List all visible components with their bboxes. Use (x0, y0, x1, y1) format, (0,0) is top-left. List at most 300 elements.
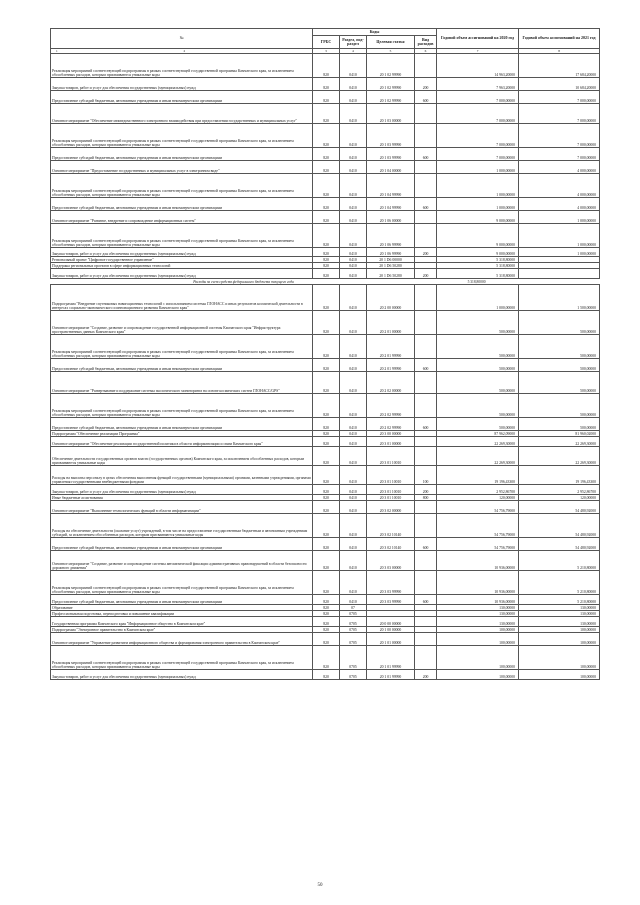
expense-type-code: 200 (415, 248, 437, 257)
razdel-code: 0410 (340, 148, 367, 161)
amount-2020: 7 000,00000 (437, 148, 519, 161)
amount-2020: 1 000,00000 (437, 198, 519, 211)
amount-2020: 130,00000 (437, 611, 519, 617)
razdel-code: 0410 (340, 431, 367, 437)
amount-2021: 130,00000 (519, 611, 600, 617)
amount-2020: 500,00000 (437, 335, 519, 359)
table-row (51, 91, 600, 104)
item-name: Предоставление субсидий бюджетным, автономным учреждениям и иным некоммерческим организациям (51, 359, 313, 372)
table-row (51, 646, 600, 670)
item-name: Закупка товаров, работ и услуг для обеспечения государственных (муниципальных) нужд (51, 269, 313, 279)
target-article-code: 20 3 02 10140 (367, 514, 415, 538)
table-row (51, 104, 600, 124)
amount-2021: 5 210,80000 (519, 571, 600, 595)
amount-2021: 5 210,80000 (519, 551, 600, 571)
grbs-code: 820 (313, 538, 340, 551)
grbs-code: 820 (313, 257, 340, 263)
table-row (51, 269, 600, 279)
item-name: Предоставление субсидий бюджетным, автономным учреждениям и иным некоммерческим организациям (51, 148, 313, 161)
expense-type-code: 200 (415, 269, 437, 279)
amount-2021: 100,00000 (519, 627, 600, 633)
grbs-code: 820 (313, 627, 340, 633)
amount-2021: 500,00000 (519, 394, 600, 418)
table-row (51, 437, 600, 447)
grbs-code: 820 (313, 466, 340, 485)
target-article-code: 20 3 01 10010 (367, 495, 415, 501)
amount-2020: 7 963,20000 (437, 78, 519, 91)
amount-2020: 54 756,79000 (437, 501, 519, 514)
grbs-code: 820 (313, 571, 340, 595)
razdel-code: 0410 (340, 447, 367, 466)
table-row (51, 617, 600, 627)
amount-2020: 9 000,00000 (437, 211, 519, 224)
table-row (51, 372, 600, 394)
razdel-code: 0705 (340, 633, 367, 646)
target-article-code: 20 3 00 00000 (367, 431, 415, 437)
razdel-code: 0410 (340, 418, 367, 431)
item-name: Реализация мероприятий соответствующей подпрограммы в рамках соответствующей государственной программы Камчатского края, за исключением обособленных расходов, которым присваиваются уникальные коды (51, 124, 313, 148)
budget-table (50, 28, 600, 680)
item-name: Подпрограмма "Внедрение спутниковых навигационных технологий с использованием системы ГЛОНАСС и иных результатов космической деятельности в интересах социально-экономического и инновационного развития Камчатского края" (51, 285, 313, 311)
amount-2021: 500,00000 (519, 359, 600, 372)
target-article-code: 20 3 01 10010 (367, 447, 415, 466)
table-row (51, 485, 600, 495)
amount-2021: 100,00000 (519, 670, 600, 680)
amount-2021: 500,00000 (519, 418, 600, 431)
table-row (51, 447, 600, 466)
razdel-code: 0410 (340, 538, 367, 551)
target-article-code: 20 1 03 99990 (367, 124, 415, 148)
amount-2020: 7 000,00000 (437, 91, 519, 104)
table-row (51, 211, 600, 224)
amount-2021: 54 480,92000 (519, 501, 600, 514)
expense-type-code (415, 617, 437, 627)
item-name: Реализация мероприятий соответствующей подпрограммы в рамках соответствующей государственной программы Камчатского края, за исключением обособленных расходов, которым присваиваются уникальные коды (51, 571, 313, 595)
amount-2021: 500,00000 (519, 335, 600, 359)
item-name: Реализация мероприятий соответствующей подпрограммы в рамках соответствующей государственной программы Камчатского края, за исключением обособленных расходов, которым присваиваются уникальные коды (51, 394, 313, 418)
target-article-code: 20 1 02 99990 (367, 78, 415, 91)
razdel-code: 0705 (340, 670, 367, 680)
amount-2020: 100,00000 (437, 646, 519, 670)
amount-2021: 54 480,92000 (519, 538, 600, 551)
table-row (51, 538, 600, 551)
target-article-code: 20 1 D6 00000 (367, 257, 415, 263)
amount-2020: 5 318,80000 (437, 269, 519, 279)
razdel-code: 0410 (340, 595, 367, 605)
amount-2021: 500,00000 (519, 372, 600, 394)
expense-type-code: 600 (415, 148, 437, 161)
amount-2020: 500,00000 (437, 418, 519, 431)
expense-type-code (415, 394, 437, 418)
grbs-code: 820 (313, 285, 340, 311)
razdel-code: 0410 (340, 104, 367, 124)
expense-type-code (415, 437, 437, 447)
razdel-code: 0705 (340, 611, 367, 617)
target-article-code: 20 1 00 00000 (367, 627, 415, 633)
target-article-code: 20 1 04 99990 (367, 198, 415, 211)
grbs-code: 820 (313, 161, 340, 174)
expense-type-code: 600 (415, 595, 437, 605)
expense-type-code (415, 447, 437, 466)
column-number-6: 6 (415, 49, 437, 54)
amount-2020: 130,00000 (437, 605, 519, 611)
item-name: Основное мероприятие "Развитие, внедрение и сопровождение информационных систем" (51, 211, 313, 224)
grbs-code: 820 (313, 104, 340, 124)
target-article-code: 20 2 02 00000 (367, 372, 415, 394)
item-name: Поддержка региональных проектов в сфере информационных технологий (51, 263, 313, 269)
item-name: Основное мероприятие "Создание, развитие и сопровождение государственной информационной системы Камчатского края "Инфраструктура пространственных данных Камчатского края" (51, 311, 313, 335)
razdel-code: 0410 (340, 551, 367, 571)
razdel-code: 0410 (340, 161, 367, 174)
amount-2020: 100,00000 (437, 633, 519, 646)
amount-2021: 17 684,20000 (519, 54, 600, 78)
amount-2020: 9 000,00000 (437, 248, 519, 257)
amount-2021: 100,00000 (519, 633, 600, 646)
expense-type-code: 100 (415, 466, 437, 485)
grbs-code: 820 (313, 514, 340, 538)
amount-2021: 81 960,02000 (519, 431, 600, 437)
expense-type-code: 600 (415, 198, 437, 211)
razdel-code: 0410 (340, 514, 367, 538)
amount-2020: 1 000,00000 (437, 174, 519, 198)
amount-2021: 130,00000 (519, 617, 600, 627)
expense-type-code: 600 (415, 91, 437, 104)
razdel-code: 0410 (340, 571, 367, 595)
table-row (51, 335, 600, 359)
target-article-code: 20 3 01 00000 (367, 437, 415, 447)
amount-2020: 22 269,30000 (437, 447, 519, 466)
table-row (51, 124, 600, 148)
item-name: Основное мероприятие "Развертывание и поддержание системы экологического мониторинга на основе космических систем ГЛОНАСС/GPS" (51, 372, 313, 394)
header-grbs: ГРБС (313, 36, 340, 49)
grbs-code: 820 (313, 394, 340, 418)
table-row (51, 54, 600, 78)
amount-2020: 500,00000 (437, 372, 519, 394)
grbs-code: 820 (313, 495, 340, 501)
item-name: Реализация мероприятий соответствующей подпрограммы в рамках соответствующей государственной программы Камчатского края, за исключением обособленных расходов, которым присваиваются уникальные коды (51, 54, 313, 78)
target-article-code: 20 1 D6 50280 (367, 269, 415, 279)
amount-2021: 120,00000 (519, 495, 600, 501)
amount-2020: 1 000,00000 (437, 285, 519, 311)
amount-2020: 500,00000 (437, 394, 519, 418)
expense-type-code (415, 211, 437, 224)
item-name: Расходы на обеспечение деятельности (оказание услуг) учреждений, в том числе на предоставление государственным бюджетным и автономным учреждениям субсидий, за исключением обособленных расходов, которым присваиваются уникальные коды (51, 514, 313, 538)
target-article-code: 20 1 03 00000 (367, 104, 415, 124)
header-vid-raskhodov: Вид расходов (415, 36, 437, 49)
grbs-code: 820 (313, 418, 340, 431)
item-name: Основное мероприятие "Создание, развитие и сопровождение системы автоматической фиксации административных правонарушений в области безопасности дорожного движения" (51, 551, 313, 571)
razdel-code: 0410 (340, 495, 367, 501)
expense-type-code (415, 124, 437, 148)
expense-type-code (415, 633, 437, 646)
item-name: Основное мероприятие "Обеспечение межведомственного электронного взаимодействия при предоставлении государственных и муниципальных услуг" (51, 104, 313, 124)
table-row (51, 174, 600, 198)
item-name: Расходы на выплаты персоналу в целях обеспечения выполнения функций государственными (муниципальными) органами, казенными учреждениями, органами управления государственными внебюджетными фондами (51, 466, 313, 485)
federal-budget-note: Расходы за счет средств федерального бюджета текущего года (193, 279, 294, 284)
column-number-3: 3 (313, 49, 340, 54)
razdel-code: 0410 (340, 198, 367, 211)
expense-type-code (415, 646, 437, 670)
amount-2020: 100,00000 (437, 670, 519, 680)
target-article-code: 20 1 01 99990 (367, 646, 415, 670)
target-article-code: 20 3 02 10140 (367, 538, 415, 551)
amount-2020: 5 318,80000 (467, 279, 486, 284)
amount-2020: 54 756,79000 (437, 538, 519, 551)
target-article-code: 20 2 00 00000 (367, 285, 415, 311)
amount-2020: 19 196,43300 (437, 466, 519, 485)
item-name: Закупка товаров, работ и услуг для обеспечения государственных (муниципальных) нужд (51, 78, 313, 91)
razdel-code: 0410 (340, 372, 367, 394)
target-article-code: 20 2 01 00000 (367, 311, 415, 335)
grbs-code: 820 (313, 124, 340, 148)
item-name: Региональный проект "Цифровое государственное управление" (51, 257, 313, 263)
target-article-code: 20 2 01 99990 (367, 359, 415, 372)
amount-2021: 1 000,00000 (519, 211, 600, 224)
razdel-code: 0410 (340, 437, 367, 447)
item-name: Основное мероприятие "Предоставление государственных и муниципальных услуг в электронном виде" (51, 161, 313, 174)
grbs-code: 820 (313, 54, 340, 78)
target-article-code: 20 1 03 99990 (367, 148, 415, 161)
razdel-code: 0410 (340, 311, 367, 335)
amount-2021: 10 684,20000 (519, 78, 600, 91)
item-name: Профессиональная подготовка, переподготовка и повышение квалификации (51, 611, 313, 617)
amount-2021: 22 269,30000 (519, 447, 600, 466)
item-name: Закупка товаров, работ и услуг для обеспечения государственных (муниципальных) нужд (51, 248, 313, 257)
table-row (51, 571, 600, 595)
razdel-code: 0410 (340, 257, 367, 263)
target-article-code: 20 2 02 99990 (367, 394, 415, 418)
item-name: Закупка товаров, работ и услуг для обеспечения государственных (муниципальных) нужд (51, 485, 313, 495)
target-article-code: 20 2 02 99990 (367, 418, 415, 431)
expense-type-code (415, 224, 437, 248)
grbs-code: 820 (313, 633, 340, 646)
amount-2021: 500,00000 (519, 311, 600, 335)
header-year-2021: Годовой объем ассигнований на 2021 год (519, 29, 600, 49)
grbs-code: 820 (313, 148, 340, 161)
target-article-code: 20 1 04 00000 (367, 161, 415, 174)
table-row (51, 551, 600, 571)
amount-2020: 7 000,00000 (437, 104, 519, 124)
target-article-code: 20 1 02 99990 (367, 91, 415, 104)
item-name: Предоставление субсидий бюджетным, автономным учреждениям и иным некоммерческим организациям (51, 595, 313, 605)
table-body (51, 54, 600, 680)
table-row (51, 633, 600, 646)
table-row (51, 148, 600, 161)
amount-2020: 2 952,86700 (437, 485, 519, 495)
expense-type-code (415, 551, 437, 571)
column-number-8: 8 (519, 49, 600, 54)
razdel-code: 0410 (340, 269, 367, 279)
target-article-code: 20 0 00 00000 (367, 617, 415, 627)
amount-2020: 7 000,00000 (437, 124, 519, 148)
item-name: Основное мероприятие "Управление развитием информационного общества и формирования электронного правительства в Камчатском крае" (51, 633, 313, 646)
expense-type-code (415, 372, 437, 394)
target-article-code: 20 1 02 99990 (367, 54, 415, 78)
razdel-code: 0410 (340, 211, 367, 224)
expense-type-code: 600 (415, 538, 437, 551)
column-number-5: 5 (367, 49, 415, 54)
amount-2021: 7 000,00000 (519, 104, 600, 124)
grbs-code: 820 (313, 447, 340, 466)
amount-2021: 130,00000 (519, 605, 600, 611)
table-row (51, 670, 600, 680)
razdel-code: 0410 (340, 285, 367, 311)
grbs-code: 820 (313, 335, 340, 359)
table-row (51, 501, 600, 514)
expense-type-code: 600 (415, 418, 437, 431)
amount-2020: 10 936,00000 (437, 571, 519, 595)
item-name: Подпрограмма "Электронное правительство в Камчатском крае" (51, 627, 313, 633)
table-row (51, 466, 600, 485)
grbs-code: 820 (313, 248, 340, 257)
table-row (51, 418, 600, 431)
target-article-code: 20 3 03 99990 (367, 571, 415, 595)
grbs-code: 820 (313, 605, 340, 611)
razdel-code: 0410 (340, 501, 367, 514)
grbs-code: 820 (313, 437, 340, 447)
expense-type-code (415, 54, 437, 78)
grbs-code: 820 (313, 174, 340, 198)
amount-2021: 7 000,00000 (519, 124, 600, 148)
expense-type-code (415, 514, 437, 538)
expense-type-code: 600 (415, 359, 437, 372)
grbs-code: 820 (313, 372, 340, 394)
razdel-code: 0705 (340, 646, 367, 670)
expense-type-code: 200 (415, 485, 437, 495)
item-name: Основное мероприятие "Обеспечение реализации государственной политики в области информатизации и связи Камчатского края" (51, 437, 313, 447)
grbs-code: 820 (313, 670, 340, 680)
grbs-code: 820 (313, 91, 340, 104)
amount-2020: 9 000,00000 (437, 224, 519, 248)
grbs-code: 820 (313, 595, 340, 605)
item-name: Образование (51, 605, 313, 611)
razdel-code: 0410 (340, 124, 367, 148)
item-name: Иные бюджетные ассигнования (51, 495, 313, 501)
amount-2021: 100,00000 (519, 646, 600, 670)
table-row (51, 595, 600, 605)
column-number-2: 2 (183, 49, 186, 53)
amount-2021: 4 000,00000 (519, 198, 600, 211)
table-row (51, 359, 600, 372)
expense-type-code (415, 161, 437, 174)
table-row (51, 311, 600, 335)
item-name: Предоставление субсидий бюджетным, автономным учреждениям и иным некоммерческим организациям (51, 91, 313, 104)
grbs-code: 820 (313, 78, 340, 91)
grbs-code: 820 (313, 224, 340, 248)
grbs-code: 820 (313, 311, 340, 335)
expense-type-code: 800 (415, 495, 437, 501)
razdel-code: 0410 (340, 263, 367, 269)
amount-2020: 22 269,30000 (437, 437, 519, 447)
amount-2020: 500,00000 (437, 359, 519, 372)
razdel-code: 07 (340, 605, 367, 611)
target-article-code: 20 3 03 99990 (367, 595, 415, 605)
razdel-code: 0410 (340, 54, 367, 78)
grbs-code: 820 (313, 359, 340, 372)
amount-2021: 4 000,00000 (519, 174, 600, 198)
amount-2021: 54 480,92000 (519, 514, 600, 538)
page-number: 50 (317, 883, 323, 888)
amount-2021: 7 000,00000 (519, 91, 600, 104)
amount-2021: 1 000,00000 (519, 224, 600, 248)
grbs-code: 820 (313, 211, 340, 224)
expense-type-code: 200 (415, 670, 437, 680)
target-article-code: 20 1 01 00000 (367, 633, 415, 646)
column-number-1: 1 (56, 49, 58, 53)
target-article-code: 20 1 04 99990 (367, 174, 415, 198)
column-number-7: 7 (437, 49, 519, 54)
amount-2020: 1 000,00000 (437, 161, 519, 174)
grbs-code: 820 (313, 263, 340, 269)
amount-2020: 54 756,79000 (437, 514, 519, 538)
grbs-code: 820 (313, 617, 340, 627)
razdel-code: 0410 (340, 91, 367, 104)
table-row (51, 78, 600, 91)
column-number-4: 4 (340, 49, 367, 54)
razdel-code: 0410 (340, 335, 367, 359)
amount-2020: 14 963,20000 (437, 54, 519, 78)
grbs-code: 820 (313, 501, 340, 514)
amount-2021: 7 000,00000 (519, 148, 600, 161)
razdel-code: 0410 (340, 78, 367, 91)
header-tselevaya-statya: Целевая статья (367, 36, 415, 49)
item-name: Предоставление субсидий бюджетным, автономным учреждениям и иным некоммерческим организациям (51, 418, 313, 431)
razdel-code: 0705 (340, 617, 367, 627)
amount-2020: 120,00000 (437, 495, 519, 501)
amount-2021: 2 952,86700 (519, 485, 600, 495)
table-row (51, 285, 600, 311)
amount-2021: 1 000,00000 (519, 248, 600, 257)
item-name: Реализация мероприятий соответствующей подпрограммы в рамках соответствующей государственной программы Камчатского края, за исключением обособленных расходов, которым присваиваются уникальные коды (51, 335, 313, 359)
target-article-code: 20 1 06 99990 (367, 248, 415, 257)
target-article-code: 20 2 01 99990 (367, 335, 415, 359)
item-name: Обеспечение деятельности государственных органов власти (государственных органов) Камчатского края, за исключением обособленных расходов, которым присваиваются уникальные коды (51, 447, 313, 466)
expense-type-code: 200 (415, 78, 437, 91)
expense-type-code (415, 335, 437, 359)
target-article-code: 20 1 D6 50280 (367, 263, 415, 269)
target-article-code: 20 1 06 00000 (367, 211, 415, 224)
amount-2021: 22 269,30000 (519, 437, 600, 447)
expense-type-code (415, 174, 437, 198)
razdel-code: 0410 (340, 224, 367, 248)
target-article-code: 20 3 02 00000 (367, 501, 415, 514)
table-row (51, 198, 600, 211)
item-name: Подпрограмма "Обеспечение реализации Программы" (51, 431, 313, 437)
razdel-code: 0410 (340, 485, 367, 495)
expense-type-code (415, 571, 437, 595)
grbs-code: 820 (313, 646, 340, 670)
grbs-code: 820 (313, 485, 340, 495)
target-article-code: 20 3 01 10010 (367, 485, 415, 495)
amount-2021: 4 000,00000 (519, 161, 600, 174)
amount-2020: 100,00000 (437, 627, 519, 633)
header-codes-group: Коды (313, 29, 437, 36)
target-article-code: 20 1 01 99990 (367, 670, 415, 680)
razdel-code: 0410 (340, 394, 367, 418)
amount-2020: 500,00000 (437, 311, 519, 335)
grbs-code: 820 (313, 269, 340, 279)
amount-2020: 5 318,80000 (437, 263, 519, 269)
grbs-code: 820 (313, 431, 340, 437)
header-razdel: Раздел, под-раздел (340, 36, 367, 49)
amount-2020: 10 936,00000 (437, 595, 519, 605)
budget-table-sheet (50, 28, 599, 680)
item-name: Основное мероприятие "Выполнение технологических функций в области информатизации" (51, 501, 313, 514)
grbs-code: 820 (313, 198, 340, 211)
amount-2021 (519, 269, 600, 279)
amount-2020: 5 318,80000 (437, 257, 519, 263)
expense-type-code (415, 285, 437, 311)
